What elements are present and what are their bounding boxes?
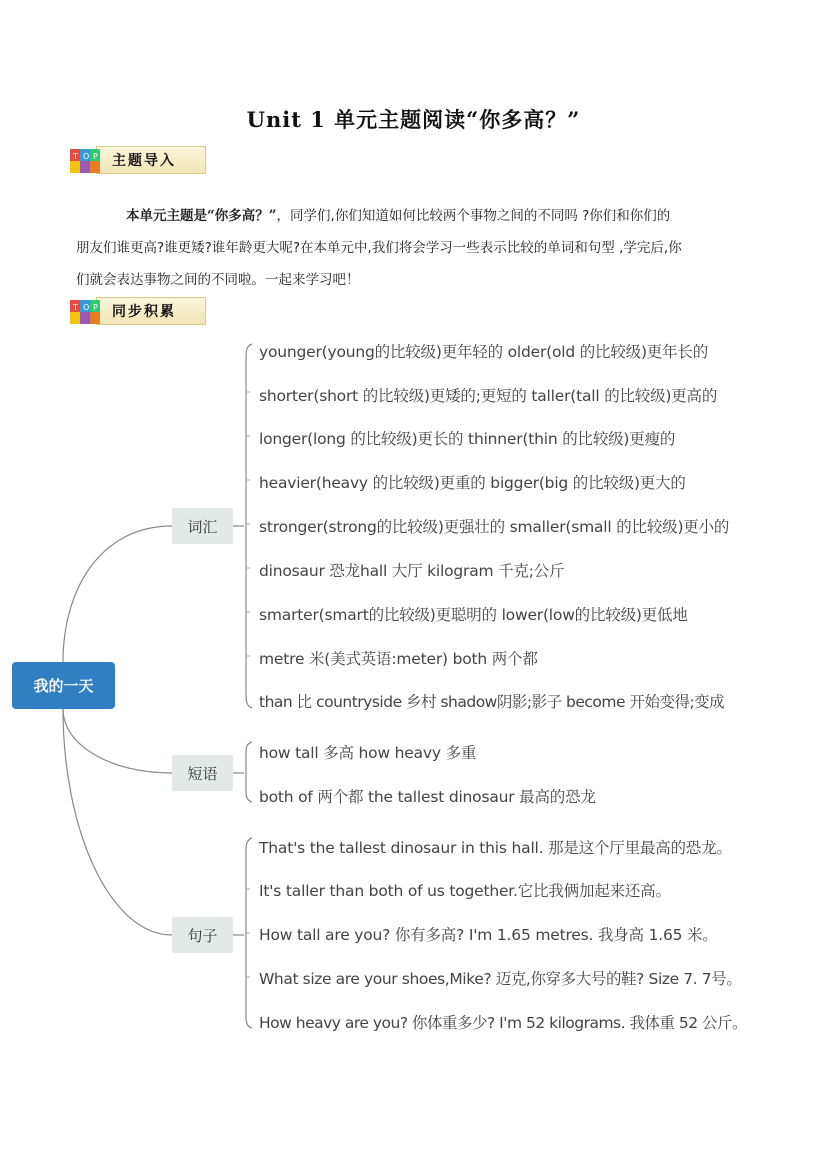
vocab-item: heavier(heavy 的比较级)更重的 bigger(big 的比较级)更大的 <box>259 474 686 492</box>
vocab-item: stronger(strong的比较级)更强壮的 smaller(small 的比较级)更小的 <box>259 518 730 536</box>
vocab-item: longer(long 的比较级)更长的 thinner(thin 的比较级)更瘦的 <box>259 430 676 448</box>
svg-text:P: P <box>93 152 98 161</box>
vocab-item: metre 米(美式英语:meter) both 两个都 <box>259 650 538 668</box>
section-header-label: 主题导入 <box>112 153 176 169</box>
category-sentences: 句子 <box>172 917 233 953</box>
sentence-item: How heavy are you? 你体重多少? I'm 52 kilograms. 我体重 52 公斤。 <box>259 1014 748 1032</box>
vocab-item: than 比 countryside 乡村 shadow阴影;影子 become 开始变得;变成 <box>259 693 725 711</box>
vocab-item: younger(young的比较级)更年轻的 older(old 的比较级)更年长的 <box>259 343 709 361</box>
vocab-item: shorter(short 的比较级)更矮的;更短的 taller(tall 的比较级)更高的 <box>259 387 718 405</box>
intro-lead: 本单元主题是“你多高？” <box>126 208 277 224</box>
phrase-item: how tall 多高 how heavy 多重 <box>259 744 477 762</box>
sentence-item: How tall are you? 你有多高? I'm 1.65 metres. 我身高 1.65 米。 <box>259 926 718 944</box>
svg-text:O: O <box>83 303 90 312</box>
category-phrases: 短语 <box>172 755 233 791</box>
sentence-item: It's taller than both of us together.它比我俩加起来还高。 <box>259 882 671 900</box>
svg-text:P: P <box>93 303 98 312</box>
vocab-item: smarter(smart的比较级)更聪明的 lower(low的比较级)更低地 <box>259 606 688 624</box>
svg-text:T: T <box>73 152 78 161</box>
intro-line3: 们就会表达事物之间的不同啦。一起来学习吧！ <box>76 272 360 288</box>
section-header-label: 同步积累 <box>112 304 176 320</box>
sentence-item: What size are your shoes,Mike? 迈克,你穿多大号的鞋? Size 7. 7号。 <box>259 970 742 988</box>
phrase-item: both of 两个都 the tallest dinosaur 最高的恐龙 <box>259 788 596 806</box>
vocab-item: dinosaur 恐龙hall 大厅 kilogram 千克;公斤 <box>259 562 565 580</box>
category-vocab: 词汇 <box>172 508 233 544</box>
page-title: Unit 1 单元主题阅读“你多高？” <box>246 107 581 132</box>
sentence-item: That's the tallest dinosaur in this hall. 那是这个厅里最高的恐龙。 <box>259 839 732 857</box>
svg-text:O: O <box>83 152 90 161</box>
svg-text:T: T <box>73 303 78 312</box>
mindmap-root: 我的一天 <box>12 662 115 709</box>
intro-line2: 朋友们谁更高?谁更矮?谁年龄更大呢?在本单元中,我们将会学习一些表示比较的单词和句型 ,学完后,你 <box>76 240 682 256</box>
intro-line1: ，同学们,你们知道如何比较两个事物之间的不同吗 ?你们和你们的 <box>276 208 671 224</box>
